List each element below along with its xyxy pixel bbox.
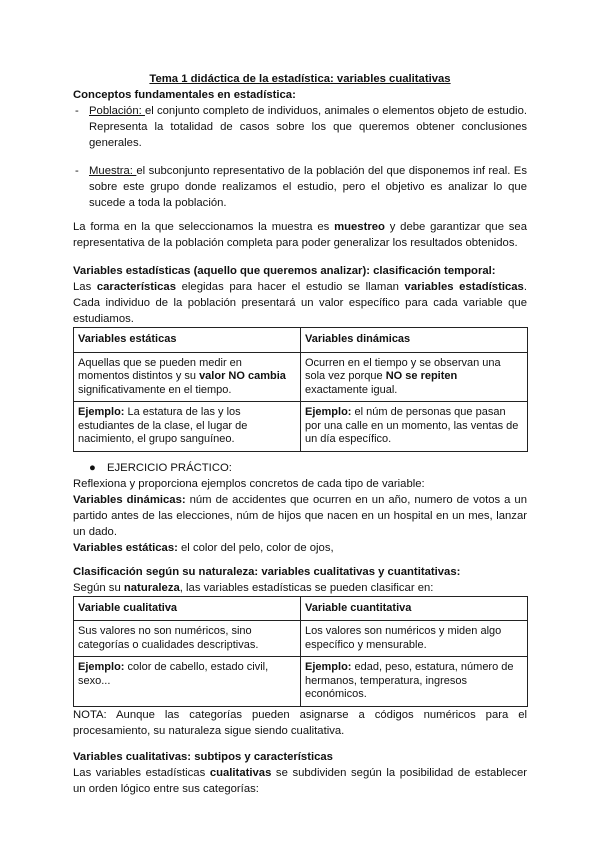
exercise-prompt: Reflexiona y proporciona ejemplos concretos de cada tipo de variable: (73, 477, 425, 490)
table-row (74, 621, 528, 657)
table-header-row (74, 328, 528, 353)
text: Las (73, 281, 97, 293)
bold-text: muestreo (334, 221, 385, 233)
section-heading-naturaleza: Clasificación según su naturaleza: variables cualitativas y cuantitativas: (73, 565, 461, 578)
table-header-row (74, 596, 528, 621)
bold-text: Variables estáticas: (73, 541, 178, 554)
text: Aquellas que se pueden medir en momentos distintos y su (78, 356, 242, 382)
table-cell (301, 352, 528, 402)
bold-text: NO se repiten (385, 370, 458, 382)
text: . Cada individuo de la población presentará un valor específico para cada variable que estudiamos. (73, 281, 527, 325)
text: y debe garantizar que sea representativa de la población completa para poder generalizar los resultados obtenidos. (73, 221, 527, 249)
exercise-static (73, 540, 527, 556)
exercise-bullet (89, 460, 527, 476)
header-cell: Variable cuantitativa (301, 596, 528, 621)
text: La forma en la que seleccionamos la muestra es (73, 221, 335, 233)
bold-text: Variables dinámicas: (73, 493, 186, 506)
text: exactamente igual. (305, 383, 398, 396)
section-heading-concepts: Conceptos fundamentales en estadística: (73, 89, 296, 101)
table-row (74, 657, 528, 707)
bold-text: Ejemplo: (305, 661, 352, 673)
document-title: Tema 1 didáctica de la estadística: variables cualitativas (149, 73, 451, 85)
paragraph-muestreo (73, 219, 527, 251)
section-heading-temporal: Variables estadísticas (aquello que queremos analizar): clasificación temporal: (73, 265, 496, 277)
bold-text: Ejemplo: (78, 661, 125, 673)
term-muestra: Muestra: (89, 165, 137, 177)
bold-text: Ejemplo: (305, 406, 352, 418)
exercise-dynamic (73, 492, 527, 540)
text: , las variables estadísticas se pueden clasificar en: (179, 581, 434, 594)
note-paragraph: NOTA: Aunque las categorías pueden asignarse a códigos numéricos para el procesamiento, su naturaleza sigue siendo cualitativa. (73, 708, 527, 737)
definition-poblacion: el conjunto completo de individuos, animales o elementos objeto de estudio. Representa la totalidad de casos sobre los que queremos obtener conclusiones generales. (89, 105, 527, 149)
section-heading-subtipos: Variables cualitativas: subtipos y características (73, 750, 333, 763)
table-cell: Sus valores no son numéricos, sino categorías o cualidades descriptivas. (74, 621, 301, 657)
table-cell (74, 657, 301, 707)
table-cell (301, 402, 528, 452)
dash-bullet: - (75, 105, 79, 117)
table-row (74, 402, 528, 452)
bold-text: cualitativas (209, 766, 272, 779)
dash-bullet: - (75, 165, 79, 177)
text: elegidas para hacer el estudio se llaman (176, 281, 405, 293)
document-page (73, 0, 527, 817)
exercise-title: EJERCICIO PRÁCTICO: (107, 461, 232, 474)
table-row (74, 352, 528, 402)
text: núm de accidentes que ocurren en un año, numero de votos a un partido antes de las elecciones, núm de hijos que nacen en un hospital en un mes, lanzar un dado. (73, 493, 527, 538)
header-cell: Variables estáticas (74, 328, 301, 353)
text: el color del pelo, color de ojos, (177, 541, 334, 554)
text: color de cabello, estado civil, sexo... (78, 661, 269, 687)
definition-muestra: el subconjunto representativo de la población del que disponemos inf real. Es sobre este grupo donde realizamos el estudio, pero el objetivo es analizar lo que sucede a toda la población. (89, 165, 527, 209)
text: significativamente en el tiempo. (78, 383, 232, 396)
text: Las variables estadísticas (73, 766, 210, 779)
paragraph-naturaleza (73, 580, 527, 596)
bold-text: naturaleza (123, 581, 180, 594)
paragraph-variables (73, 279, 527, 327)
text: se subdividen según la posibilidad de establecer un orden lógico entre sus categorías: (73, 766, 527, 795)
text: Según su (73, 581, 124, 594)
list-item-poblacion (75, 103, 527, 151)
text: Ocurren en el tiempo y se observan una sola vez porque (305, 356, 501, 382)
text: La estatura de las y los estudiantes de la clase, el lugar de nacimiento, el grupo sanguíneo. (78, 406, 248, 445)
table-naturaleza (73, 596, 528, 707)
table-cell (74, 402, 301, 452)
bold-text: valor NO cambia (199, 370, 286, 382)
header-cell: Variable cualitativa (74, 596, 301, 621)
table-cell (301, 657, 528, 707)
paragraph-subtipos (73, 765, 527, 797)
bullet-icon: ● (89, 461, 96, 474)
bold-text: variables estadísticas (404, 281, 524, 293)
table-cell: Los valores son numéricos y miden algo específico y mensurable. (301, 621, 528, 657)
bold-text: características (96, 281, 176, 293)
text: edad, peso, estatura, número de hermanos, temperatura, ingresos económicos. (305, 661, 514, 700)
table-temporal (73, 327, 528, 452)
text: el núm de personas que pasan por una calle en un momento, las ventas de un día específico. (305, 406, 519, 445)
term-poblacion: Población: (89, 105, 145, 117)
list-item-muestra (75, 163, 527, 211)
table-cell (74, 352, 301, 402)
bold-text: Ejemplo: (78, 406, 125, 418)
header-cell: Variables dinámicas (301, 328, 528, 353)
